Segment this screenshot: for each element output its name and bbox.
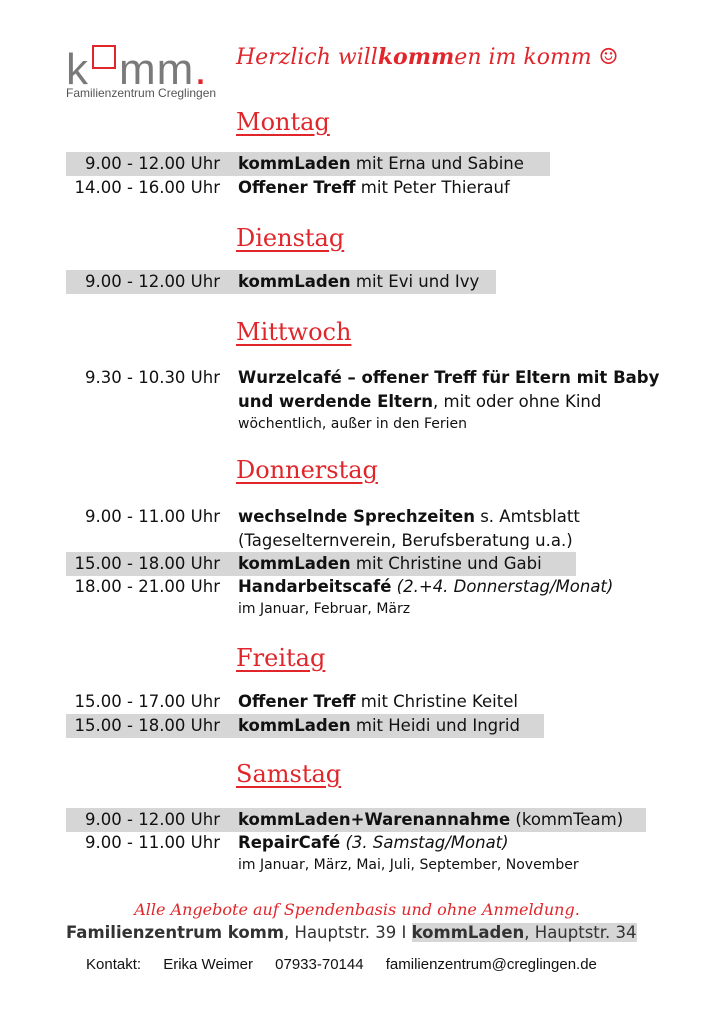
activity-detail: (kommTeam) (510, 810, 624, 829)
address-shop-name: kommLaden (411, 923, 525, 942)
day-heading-samstag: Samstag (236, 760, 342, 788)
activity-detail: mit Christine und Gabi (350, 554, 542, 573)
activity-note: im Januar, Februar, März (238, 601, 411, 617)
logo-letters-mm: mm (119, 45, 195, 94)
contact-label: Kontakt: (86, 956, 142, 973)
contact-phone: 07933-70144 (275, 956, 364, 973)
time-slot: 9.00 - 11.00 Uhr (85, 833, 220, 852)
schedule-row (66, 176, 546, 200)
activity (238, 831, 509, 855)
contact-line (86, 956, 615, 973)
activity-note: im Januar, März, Mai, Juli, September, November (238, 857, 579, 873)
activity-title: kommLaden (238, 716, 351, 735)
time-slot: 9.00 - 11.00 Uhr (85, 507, 220, 526)
activity-title: Offener Treff (238, 692, 356, 711)
activity-detail: (2.+4. Donnerstag/Monat) (391, 577, 614, 596)
address-center-name: Familienzentrum komm (66, 923, 285, 942)
time-slot: 9.30 - 10.30 Uhr (85, 368, 220, 387)
schedule-row (66, 575, 646, 599)
contact-email: familienzentrum@creglingen.de (385, 956, 597, 973)
activity (238, 505, 580, 529)
donation-notice: Alle Angebote auf Spendenbasis und ohne Anmeldung. (134, 900, 580, 919)
schedule-row (66, 505, 606, 529)
day-heading-montag: Montag (236, 108, 330, 136)
activity-detail: (3. Samstag/Monat) (340, 833, 509, 852)
day-heading-donnerstag: Donnerstag (236, 456, 378, 484)
activity (238, 366, 659, 390)
activity (238, 714, 520, 738)
activity-note: wöchentlich, außer in den Ferien (238, 416, 467, 432)
activity (238, 270, 479, 294)
activity (238, 575, 613, 599)
activity-detail: mit Erna und Sabine (350, 154, 524, 173)
logo-letter-k: k (66, 45, 89, 94)
logo (66, 45, 217, 104)
schedule-row (66, 714, 544, 738)
day-heading-mittwoch: Mittwoch (236, 318, 352, 346)
activity-title: kommLaden (238, 272, 351, 291)
schedule-row (66, 831, 566, 855)
activity-title: kommLaden+Warenannahme (238, 810, 511, 829)
welcome-post: en im komm ☺ (454, 45, 619, 70)
day-heading-freitag: Freitag (236, 644, 326, 672)
activity-title-cont: und werdende Eltern (238, 392, 434, 411)
activity (238, 808, 623, 832)
contact-name: Erika Weimer (163, 956, 253, 973)
activity-title: Handarbeitscafé (238, 577, 392, 596)
logo-subtitle: Familienzentrum Creglingen (66, 86, 217, 100)
activity-detail: , mit oder ohne Kind (433, 392, 602, 411)
activity-detail: mit Christine Keitel (355, 692, 518, 711)
activity-title: kommLaden (238, 154, 351, 173)
activity-detail: mit Heidi und Ingrid (350, 716, 520, 735)
activity-detail: mit Peter Thierauf (355, 178, 510, 197)
schedule-row (66, 552, 576, 576)
welcome-heading (236, 44, 618, 70)
schedule-row (66, 690, 536, 714)
time-slot: 9.00 - 12.00 Uhr (85, 272, 220, 291)
address-center-street: , Hauptstr. 39 I (284, 923, 412, 942)
time-slot: 15.00 - 17.00 Uhr (74, 692, 220, 711)
activity-detail: mit Evi und Ivy (350, 272, 480, 291)
address-line (66, 921, 637, 945)
activity-continuation (238, 390, 601, 414)
time-slot: 14.00 - 16.00 Uhr (74, 178, 220, 197)
schedule-row (66, 152, 550, 176)
address-shop-street: , Hauptstr. 34 (524, 923, 637, 942)
day-heading-dienstag: Dienstag (236, 224, 345, 252)
activity (238, 552, 542, 576)
welcome-pre: Herzlich will (236, 45, 378, 70)
schedule-row (66, 808, 646, 832)
activity-title: wechselnde Sprechzeiten (238, 507, 475, 526)
activity-detail: s. Amtsblatt (474, 507, 580, 526)
activity-title: RepairCafé (238, 833, 341, 852)
activity-title: Offener Treff (238, 178, 356, 197)
activity (238, 152, 524, 176)
schedule-row (66, 270, 496, 294)
activity-title: kommLaden (238, 554, 351, 573)
time-slot: 9.00 - 12.00 Uhr (85, 810, 220, 829)
activity (238, 176, 510, 200)
activity-title: Wurzelcafé – offener Treff für Eltern mit Baby (238, 368, 660, 387)
time-slot: 18.00 - 21.00 Uhr (74, 577, 220, 596)
welcome-bold: komm (377, 44, 455, 70)
schedule-row (66, 366, 666, 390)
activity (238, 690, 518, 714)
time-slot: 15.00 - 18.00 Uhr (74, 716, 220, 735)
activity-continuation: (Tageselternverein, Berufsberatung u.a.) (238, 531, 573, 550)
time-slot: 15.00 - 18.00 Uhr (74, 554, 220, 573)
logo-square-icon (92, 45, 116, 69)
time-slot: 9.00 - 12.00 Uhr (85, 154, 220, 173)
logo-dot: . (194, 45, 208, 94)
